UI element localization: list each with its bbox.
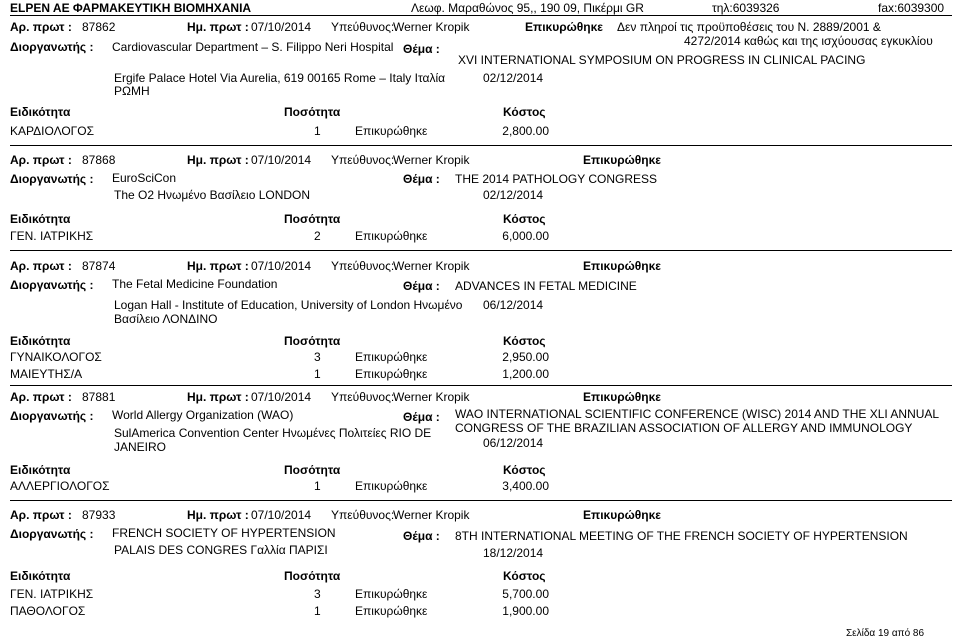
quantity-header: Ποσότητα: [284, 569, 341, 583]
theme-label: Θέμα :: [403, 529, 440, 543]
row-quantity: 2: [314, 229, 321, 243]
row-status: Επικυρώθηκε: [355, 604, 428, 618]
quantity-header: Ποσότητα: [284, 212, 341, 226]
venue-line1: Ergife Palace Hotel Via Aurelia, 619 00165 Rome – Italy Ιταλία: [114, 71, 446, 85]
date-label: Ημ. πρωτ :: [187, 508, 249, 522]
ar-label: Αρ. πρωτ :: [10, 508, 72, 522]
theme-value: WAO INTERNATIONAL SCIENTIFIC CONFERENCE (WISC) 2014 AND THE XLI ANNUAL: [455, 407, 940, 421]
quantity-header: Ποσότητα: [284, 105, 341, 119]
event-date: 18/12/2014: [483, 546, 544, 560]
ar-label: Αρ. πρωτ :: [10, 153, 72, 167]
row-status: Επικυρώθηκε: [355, 229, 428, 243]
organizer-value: World Allergy Organization (WAO): [112, 408, 294, 422]
organizer-label: Διοργανωτής :: [10, 172, 94, 186]
row-quantity: 1: [314, 604, 321, 618]
theme-label: Θέμα :: [403, 410, 440, 424]
company-phone: τηλ:6039326: [712, 1, 780, 15]
entry-divider: [10, 385, 952, 386]
cost-header: Κόστος: [503, 463, 546, 477]
specialty-header: Ειδικότητα: [10, 463, 71, 477]
date-label: Ημ. πρωτ :: [187, 390, 249, 404]
venue-line2: JANEIRO: [114, 440, 167, 454]
venue-line1: Logan Hall - Institute of Education, University of London Ηνωμένο: [114, 298, 463, 312]
status-value: Επικυρώθηκε: [583, 259, 661, 273]
row-quantity: 1: [314, 367, 321, 381]
row-quantity: 3: [314, 587, 321, 601]
row-specialty: ΠΑΘΟΛΟΓΟΣ: [10, 604, 86, 618]
responsible-value: Werner Kropik: [393, 259, 470, 273]
responsible-label: Υπεύθυνος:: [331, 508, 395, 522]
row-specialty: ΓΥΝΑΙΚΟΛΟΓΟΣ: [10, 350, 102, 364]
row-cost: 3,400.00: [502, 479, 549, 493]
row-specialty: ΑΛΛΕΡΓΙΟΛΟΓΟΣ: [10, 479, 110, 493]
theme-value: THE 2014 PATHOLOGY CONGRESS: [455, 172, 658, 186]
cost-header: Κόστος: [503, 212, 546, 226]
row-quantity: 1: [314, 479, 321, 493]
specialty-header: Ειδικότητα: [10, 569, 71, 583]
ar-value: 87874: [82, 259, 116, 273]
theme-value: ADVANCES IN FETAL MEDICINE: [455, 279, 637, 293]
organizer-value: Cardiovascular Department – S. Filippo Neri Hospital: [112, 40, 394, 54]
specialty-header: Ειδικότητα: [10, 334, 71, 348]
theme-value: 8TH INTERNATIONAL MEETING OF THE FRENCH SOCIETY OF HYPERTENSION: [455, 529, 908, 543]
organizer-label: Διοργανωτής :: [10, 40, 94, 54]
event-date: 02/12/2014: [483, 188, 544, 202]
cost-header: Κόστος: [503, 569, 546, 583]
theme-label: Θέμα :: [403, 172, 440, 186]
status-value-line2: 4272/2014 καθώς και της ισχύουσας εγκυκλίου: [684, 34, 933, 48]
theme-value: XVI INTERNATIONAL SYMPOSIUM ON PROGRESS IN CLINICAL PACING: [458, 53, 866, 67]
row-status: Επικυρώθηκε: [355, 479, 428, 493]
organizer-value: EuroSciCon: [112, 171, 177, 185]
row-cost: 1,200.00: [502, 367, 549, 381]
row-specialty: ΜΑΙΕΥΤΗΣ/Α: [10, 367, 83, 381]
page-number: Σελίδα 19 από 86: [846, 628, 925, 639]
responsible-label: Υπεύθυνος:: [331, 259, 395, 273]
row-cost: 2,950.00: [502, 350, 549, 364]
header-divider: [10, 15, 952, 16]
specialty-header: Ειδικότητα: [10, 105, 71, 119]
responsible-value: Werner Kropik: [393, 20, 470, 34]
row-cost: 1,900.00: [502, 604, 549, 618]
theme-label: Θέμα :: [403, 42, 440, 56]
row-cost: 6,000.00: [502, 229, 549, 243]
entry-divider: [10, 145, 952, 146]
quantity-header: Ποσότητα: [284, 334, 341, 348]
row-status: Επικυρώθηκε: [355, 124, 428, 138]
date-value: 07/10/2014: [251, 390, 312, 404]
ar-value: 87862: [82, 20, 116, 34]
row-cost: 5,700.00: [502, 587, 549, 601]
venue-line2: ΡΩΜΗ: [114, 84, 150, 98]
date-label: Ημ. πρωτ :: [187, 259, 249, 273]
organizer-value: FRENCH SOCIETY OF HYPERTENSION: [112, 526, 336, 540]
responsible-label: Υπεύθυνος:: [331, 390, 395, 404]
date-label: Ημ. πρωτ :: [187, 153, 249, 167]
quantity-header: Ποσότητα: [284, 463, 341, 477]
organizer-value: The Fetal Medicine Foundation: [112, 277, 278, 291]
entry-divider: [10, 250, 952, 251]
row-status: Επικυρώθηκε: [355, 350, 428, 364]
specialty-header: Ειδικότητα: [10, 212, 71, 226]
row-quantity: 1: [314, 124, 321, 138]
venue-line1: PALAIS DES CONGRES Γαλλία ΠΑΡΙΣΙ: [114, 543, 328, 557]
venue-line1: SulAmerica Convention Center Ηνωμένες Πολιτείες RIO DE: [114, 426, 432, 440]
ar-value: 87881: [82, 390, 116, 404]
ar-label: Αρ. πρωτ :: [10, 259, 72, 273]
cost-header: Κόστος: [503, 105, 546, 119]
entry-divider: [10, 500, 952, 501]
responsible-value: Werner Kropik: [393, 508, 470, 522]
ar-value: 87933: [82, 508, 116, 522]
event-date: 02/12/2014: [483, 71, 544, 85]
row-quantity: 3: [314, 350, 321, 364]
organizer-label: Διοργανωτής :: [10, 409, 94, 423]
theme-label: Θέμα :: [403, 279, 440, 293]
approved-label: Επικυρώθηκε: [525, 20, 603, 34]
responsible-value: Werner Kropik: [393, 390, 470, 404]
ar-value: 87868: [82, 153, 116, 167]
responsible-label: Υπεύθυνος:: [331, 20, 395, 34]
date-label: Ημ. πρωτ :: [187, 20, 249, 34]
row-cost: 2,800.00: [502, 124, 549, 138]
ar-label: Αρ. πρωτ :: [10, 390, 72, 404]
organizer-label: Διοργανωτής :: [10, 278, 94, 292]
status-value: Επικυρώθηκε: [583, 390, 661, 404]
venue-line1: The O2 Ηνωμένο Βασίλειο LONDON: [114, 188, 311, 202]
responsible-value: Werner Kropik: [393, 153, 470, 167]
venue-line2: Βασίλειο ΛΟΝΔΙΝΟ: [114, 312, 218, 326]
row-status: Επικυρώθηκε: [355, 587, 428, 601]
ar-label: Αρ. πρωτ :: [10, 20, 72, 34]
responsible-label: Υπεύθυνος:: [331, 153, 395, 167]
row-status: Επικυρώθηκε: [355, 367, 428, 381]
cost-header: Κόστος: [503, 334, 546, 348]
row-specialty: ΓΕΝ. ΙΑΤΡΙΚΗΣ: [10, 587, 94, 601]
company-fax: fax:6039300: [878, 1, 945, 15]
row-specialty: ΚΑΡΔΙΟΛΟΓΟΣ: [10, 124, 95, 138]
row-specialty: ΓΕΝ. ΙΑΤΡΙΚΗΣ: [10, 229, 94, 243]
company-name: ELPEN AE ΦΑΡΜΑΚΕΥΤΙΚΗ ΒΙΟΜΗΧΑΝΙΑ: [10, 1, 252, 15]
organizer-label: Διοργανωτής :: [10, 527, 94, 541]
date-value: 07/10/2014: [251, 153, 312, 167]
status-value: Επικυρώθηκε: [583, 153, 661, 167]
theme-value-line2: CONGRESS OF THE BRAZILIAN ASSOCIATION OF ALLERGY AND IMMUNOLOGY: [455, 421, 913, 435]
status-value: Δεν πληροί τις προϋποθέσεις του Ν. 2889/2001 &: [617, 20, 881, 34]
date-value: 07/10/2014: [251, 508, 312, 522]
event-date: 06/12/2014: [483, 436, 544, 450]
company-address: Λεωφ. Μαραθώνος 95,, 190 09, Πικέρμι GR: [411, 1, 644, 15]
event-date: 06/12/2014: [483, 298, 544, 312]
date-value: 07/10/2014: [251, 20, 312, 34]
status-value: Επικυρώθηκε: [583, 508, 661, 522]
date-value: 07/10/2014: [251, 259, 312, 273]
